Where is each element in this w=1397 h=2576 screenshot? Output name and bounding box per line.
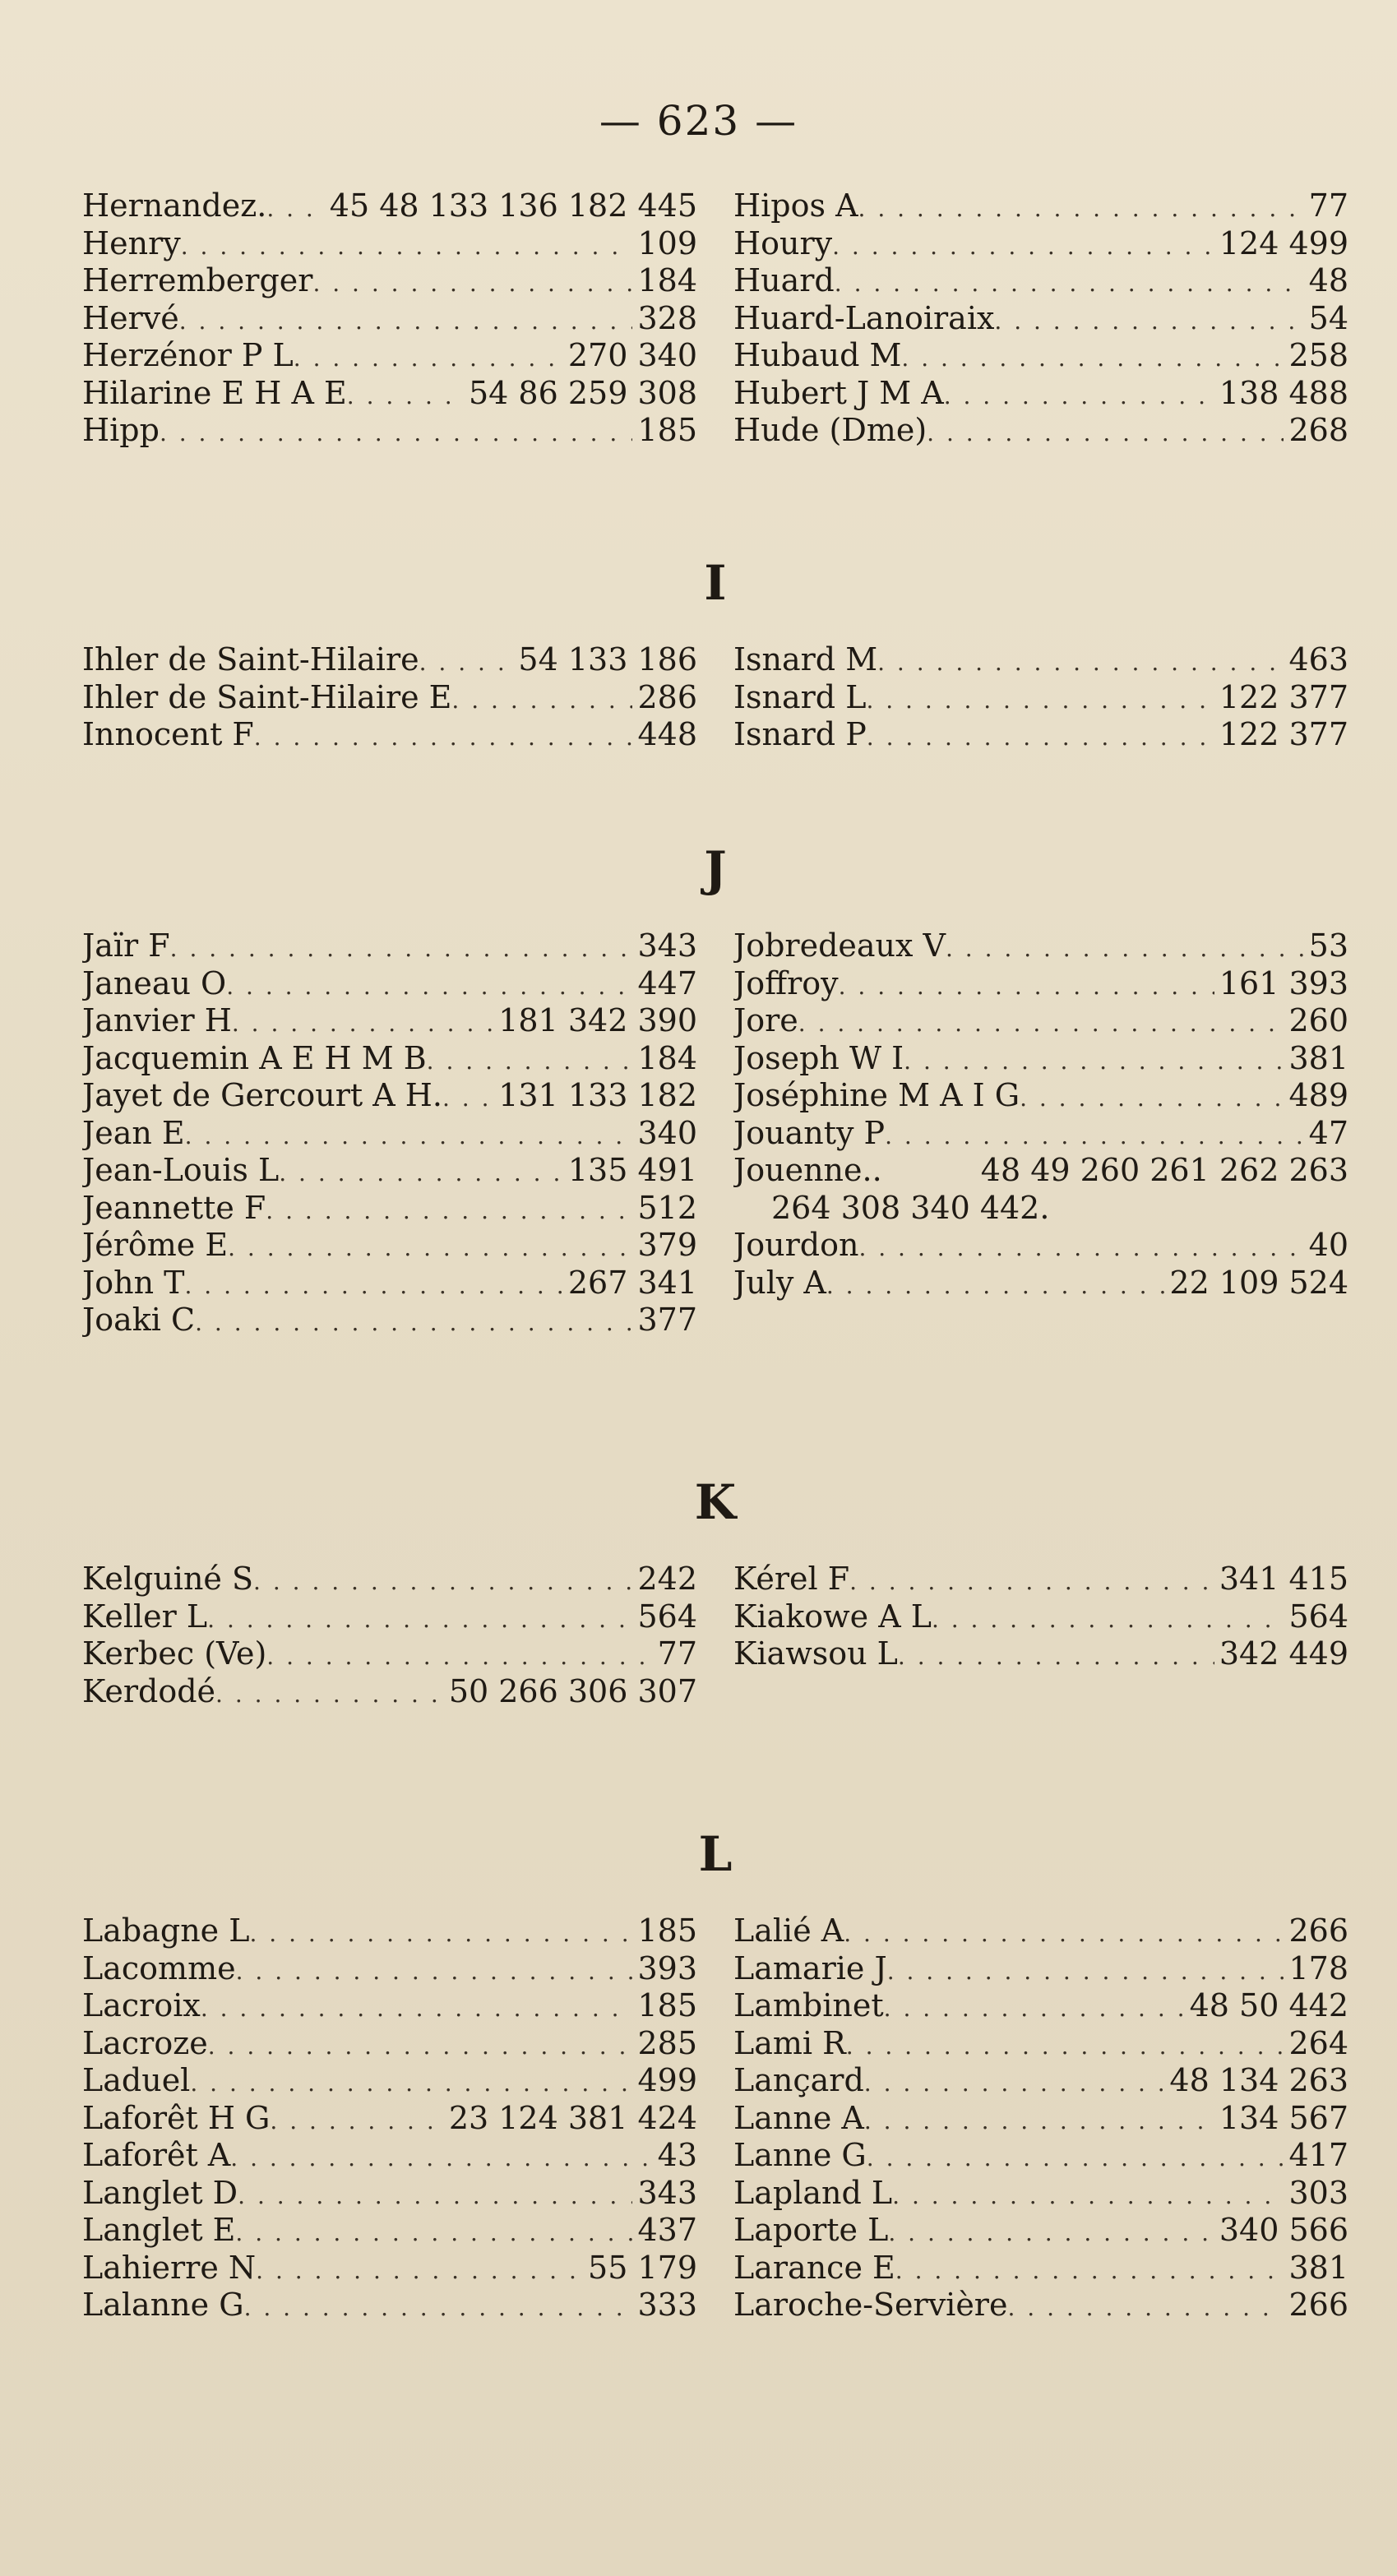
index-entry: [82, 2250, 697, 2287]
page-number: — 623 —: [599, 97, 798, 145]
leader-dots: [798, 1005, 1284, 1040]
entry-name: Lalanne G: [82, 2287, 244, 2323]
leader-dots: [901, 340, 1284, 375]
entry-name: Joffroy: [733, 964, 839, 1001]
entry-pages: 23 124 381 424: [448, 2099, 697, 2136]
entry-name: Langlet D: [82, 2174, 238, 2211]
index-entry: [82, 1040, 697, 1078]
entry-pages: 109: [637, 224, 697, 261]
entry-name: Jore: [733, 1002, 798, 1038]
index-entry: [733, 1265, 1348, 1302]
entry-pages: 377: [637, 1302, 697, 1338]
index-entry: [82, 716, 697, 754]
entry-pages: 185: [637, 412, 697, 448]
index-entry: [82, 187, 697, 225]
entry-name: Laroche-Servière: [733, 2287, 1008, 2323]
index-entry: [82, 1635, 697, 1673]
entry-pages: 54: [1308, 299, 1348, 336]
index-entry: [733, 1152, 1348, 1190]
entry-pages: 43: [657, 2137, 697, 2173]
entry-name: Lacroze: [82, 2024, 208, 2061]
index-entry: [733, 1987, 1348, 2025]
left-column: [82, 1561, 697, 1710]
leader-dots: [946, 930, 1304, 965]
leader-dots: [867, 2139, 1284, 2175]
index-entry: [733, 225, 1348, 263]
entry-pages: 258: [1288, 337, 1348, 373]
leader-dots: [844, 1915, 1284, 1950]
leader-dots: [249, 1915, 632, 1950]
index-entry: [733, 2250, 1348, 2287]
entry-name: Hubert J M A: [733, 374, 944, 411]
entry-name: Langlet E: [82, 2212, 236, 2248]
index-entry: [82, 262, 697, 300]
entry-name: Laforêt A: [82, 2137, 231, 2173]
entry-name: Kelguiné S: [82, 1561, 254, 1597]
entry-pages: 393: [637, 1949, 697, 1986]
entry-name: Kerdodé: [82, 1672, 216, 1709]
leader-dots: [253, 1563, 632, 1598]
entry-pages: 417: [1288, 2137, 1348, 2173]
entry-name: Jean-Louis L: [82, 1152, 280, 1188]
leader-dots: [207, 1601, 632, 1636]
index-entry: [82, 2100, 697, 2138]
index-entry: [82, 1302, 697, 1339]
entry-pages: 266: [1288, 1912, 1348, 1949]
leader-dots: [181, 228, 633, 263]
entry-pages: 53: [1308, 927, 1348, 964]
leader-dots: [895, 2252, 1284, 2287]
leader-dots: [235, 2214, 632, 2250]
leader-dots: [1020, 1080, 1284, 1115]
entry-pages: 48: [1308, 262, 1348, 298]
index-entry: [733, 2062, 1348, 2100]
leader-dots: [230, 2139, 652, 2175]
section-letter: J: [704, 841, 727, 897]
index-entry: [733, 1077, 1348, 1115]
entry-pages: 267 341: [567, 1264, 697, 1301]
entry-pages: 342 449: [1219, 1635, 1348, 1672]
entry-name: Lanne G: [733, 2137, 867, 2173]
index-entry: [733, 375, 1348, 413]
leader-dots: [839, 968, 1214, 1003]
entry-name: Jérôme E: [82, 1227, 229, 1263]
leader-dots: [892, 2177, 1284, 2213]
leader-dots: [867, 719, 1214, 754]
entry-name: Laforêt H G: [82, 2099, 271, 2136]
entry-name: Jaïr F: [82, 927, 170, 964]
section-j: [82, 839, 1348, 1339]
entry-name: 264 308 340 442.: [771, 1189, 1050, 1226]
entry-pages: 138 488: [1219, 374, 1348, 411]
section-letter: L: [698, 1826, 733, 1882]
leader-dots: [885, 1117, 1304, 1153]
entry-name: Lami R: [733, 2024, 846, 2061]
index-entry: [82, 1152, 697, 1190]
left-column: [82, 641, 697, 754]
index-entry: [82, 1115, 697, 1153]
entry-pages: 181 342 390: [498, 1002, 697, 1038]
leader-dots: [835, 265, 1304, 300]
leader-dots: [215, 1676, 444, 1711]
leader-dots: [826, 1267, 1165, 1302]
leader-dots: [1007, 2289, 1284, 2324]
entry-pages: 437: [637, 2212, 697, 2248]
leader-dots: [832, 228, 1214, 263]
leader-dots: [270, 2102, 443, 2138]
index-entry: [82, 1190, 697, 1228]
entry-name: Herremberger: [82, 262, 313, 298]
entry-pages: 343: [637, 2174, 697, 2211]
entry-name: Kérel F: [733, 1561, 850, 1597]
entry-pages: 343: [637, 927, 697, 964]
entry-pages: 463: [1288, 641, 1348, 678]
entry-pages: 340: [637, 1114, 697, 1151]
index-entry: [733, 2137, 1348, 2175]
entry-pages: 499: [637, 2062, 697, 2098]
entry-pages: 45 48 133 136 182 445: [329, 187, 697, 224]
entry-name: Joseph W I: [733, 1039, 904, 1076]
entry-pages: 285: [637, 2024, 697, 2061]
index-entry: [82, 679, 697, 717]
leader-dots: [858, 1229, 1303, 1265]
index-entry: [733, 262, 1348, 300]
leader-dots: [884, 1990, 1185, 2025]
entry-pages: 22 109 524: [1169, 1264, 1348, 1301]
index-entry: [82, 641, 697, 679]
entry-name: John T: [82, 1264, 185, 1301]
index-entry: [733, 2100, 1348, 2138]
entry-pages: 54 86 259 308: [468, 374, 697, 411]
index-entry: [733, 927, 1348, 965]
entry-name: Isnard L: [733, 678, 867, 715]
right-column: [733, 927, 1348, 1339]
index-entry: [82, 2212, 697, 2250]
entry-name: Larance E: [733, 2249, 895, 2286]
entry-name: Jayet de Gercourt A H.: [82, 1077, 442, 1113]
entry-name: Laduel: [82, 2062, 191, 2098]
entry-name: Jacquemin A E H M B: [82, 1039, 427, 1076]
index-entry: [82, 2062, 697, 2100]
index-entry: [733, 2212, 1348, 2250]
entry-name: Jeannette F: [82, 1189, 266, 1226]
left-column: [82, 1912, 697, 2324]
entry-name: Hervé: [82, 299, 179, 336]
entry-name: Janvier H: [82, 1002, 232, 1038]
index-entry: [82, 2175, 697, 2213]
entry-name: Janeau O: [82, 964, 227, 1001]
leader-dots: [451, 682, 632, 717]
leader-dots: [427, 1043, 633, 1078]
index-entry: [82, 1987, 697, 2025]
entry-pages: 268: [1288, 412, 1348, 448]
entry-name: Keller L: [82, 1598, 208, 1635]
entry-name: Ihler de Saint-Hilaire E: [82, 678, 452, 715]
leader-dots: [228, 1229, 632, 1265]
entry-pages: 50 266 306 307: [448, 1672, 697, 1709]
left-column: [82, 927, 697, 1339]
index-entry: [82, 1598, 697, 1636]
entry-name: Hipos A: [733, 187, 858, 224]
entry-name: Joséphine M A I G: [733, 1077, 1020, 1113]
leader-dots: [932, 1601, 1284, 1636]
entry-pages: 489: [1288, 1077, 1348, 1113]
index-entry: [733, 300, 1348, 338]
index-entry: [733, 2025, 1348, 2063]
leader-dots: [887, 1953, 1284, 1988]
entry-name: Labagne L: [82, 1912, 250, 1949]
index-entry: [733, 641, 1348, 679]
entry-pages: 328: [637, 299, 697, 336]
entry-pages: 54 133 186: [518, 641, 697, 678]
index-entry: [82, 2025, 697, 2063]
entry-name: Jean E: [82, 1114, 185, 1151]
entry-pages: 184: [637, 262, 697, 298]
entry-pages: 379: [637, 1227, 697, 1263]
entry-pages: 340 566: [1219, 2212, 1348, 2248]
entry-pages: 512: [637, 1189, 697, 1226]
left-column: [82, 187, 697, 450]
leader-dots: [904, 1043, 1284, 1078]
leader-dots: [347, 377, 464, 413]
leader-dots: [294, 340, 563, 375]
entry-name: Houry: [733, 224, 833, 261]
section-k: [82, 1472, 1348, 1710]
entry-pages: 333: [637, 2287, 697, 2323]
entry-pages: 286: [637, 678, 697, 715]
entry-name: Lacroix: [82, 1987, 201, 2023]
index-entry: [733, 1598, 1348, 1636]
index-entry: [82, 1265, 697, 1302]
index-entry: [733, 187, 1348, 225]
entry-name: Kerbec (Ve): [82, 1635, 267, 1672]
right-column: [733, 1561, 1348, 1710]
section-letter: I: [704, 555, 727, 611]
entry-pages: 564: [1288, 1598, 1348, 1635]
entry-name: Lançard: [733, 2062, 864, 2098]
index-entry: [82, 2287, 697, 2324]
index-entry: [82, 412, 697, 450]
entry-name: Hude (Dme): [733, 412, 927, 448]
index-entry: [82, 965, 697, 1003]
leader-dots: [232, 1005, 493, 1040]
entry-name: Lambinet: [733, 1987, 884, 2023]
entry-pages: 264: [1288, 2024, 1348, 2061]
entry-pages: 134 567: [1219, 2099, 1348, 2136]
leader-dots: [185, 1117, 633, 1153]
leader-dots: [238, 2177, 632, 2213]
entry-pages: 381: [1288, 2249, 1348, 2286]
entry-name: Innocent F: [82, 716, 254, 752]
leader-dots: [442, 1080, 493, 1115]
leader-dots: [888, 2214, 1214, 2250]
leader-dots: [266, 1638, 652, 1673]
index-entry: [733, 337, 1348, 375]
leader-dots: [927, 414, 1284, 450]
entry-name: Ihler de Saint-Hilaire: [82, 641, 419, 678]
leader-dots: [858, 190, 1304, 225]
entry-name: Hernandez.: [82, 187, 267, 224]
leader-dots: [877, 644, 1284, 679]
entry-pages: 135 491: [567, 1152, 697, 1188]
entry-name: Herzénor P L: [82, 337, 294, 373]
index-entry: [733, 2175, 1348, 2213]
index-entry: [82, 1912, 697, 1950]
index-entry: [82, 1673, 697, 1711]
leader-dots: [201, 1990, 633, 2025]
entry-name: Hilarine E H A E: [82, 374, 347, 411]
section-letter: K: [694, 1474, 737, 1530]
entry-pages: 48 134 263: [1169, 2062, 1348, 2098]
index-entry: [733, 1561, 1348, 1598]
index-entry: [733, 965, 1348, 1003]
entry-pages: 124 499: [1219, 224, 1348, 261]
index-entry: [733, 1950, 1348, 1988]
right-column: [733, 1912, 1348, 2324]
entry-pages: 270 340: [567, 337, 697, 373]
entry-pages: 448: [637, 716, 697, 752]
index-entry: [733, 1635, 1348, 1673]
leader-dots: [266, 190, 324, 225]
index-entry: [82, 1950, 697, 1988]
leader-dots: [864, 2065, 1165, 2100]
index-entry: [733, 412, 1348, 450]
entry-name: Jouenne..: [733, 1152, 882, 1188]
leader-dots: [244, 2289, 633, 2324]
entry-name: Jobredeaux V: [733, 927, 946, 964]
leader-dots: [195, 1304, 632, 1339]
entry-pages: 178: [1288, 1949, 1348, 1986]
index-entry: [82, 1077, 697, 1115]
section-i: [82, 553, 1348, 754]
leader-dots: [312, 265, 632, 300]
leader-dots: [226, 968, 632, 1003]
entry-name: Hubaud M: [733, 337, 902, 373]
leader-dots: [256, 2252, 583, 2287]
entry-pages: 122 377: [1219, 678, 1348, 715]
index-entry: [82, 927, 697, 965]
index-entry: [82, 1002, 697, 1040]
entry-name: Lahierre N: [82, 2249, 257, 2286]
entry-name: Huard-Lanoiraix: [733, 299, 995, 336]
right-column: [733, 641, 1348, 754]
entry-pages: 184: [637, 1039, 697, 1076]
leader-dots: [184, 1267, 562, 1302]
leader-dots: [898, 1638, 1214, 1673]
entry-pages: 447: [637, 964, 697, 1001]
entry-name: July A: [733, 1264, 826, 1301]
entry-name: Lacomme: [82, 1949, 236, 1986]
index-entry: [733, 1912, 1348, 1950]
entry-name: Kiawsou L: [733, 1635, 898, 1672]
entry-name: Jourdon: [733, 1227, 859, 1263]
entry-name: Lalié A: [733, 1912, 844, 1949]
index-entry: [82, 2137, 697, 2175]
index-entry: [733, 679, 1348, 717]
leader-dots: [160, 414, 633, 450]
leader-dots: [944, 377, 1214, 413]
entry-name: Huard: [733, 262, 835, 298]
right-column: [733, 187, 1348, 450]
leader-dots: [190, 2065, 632, 2100]
index-entry: [733, 1227, 1348, 1265]
leader-dots: [266, 1192, 632, 1228]
leader-dots: [849, 1563, 1214, 1598]
index-entry: [82, 225, 697, 263]
entry-name: Kiakowe A L: [733, 1598, 932, 1635]
entry-name: Lamarie J: [733, 1949, 887, 1986]
section-l: [82, 1824, 1348, 2324]
entry-pages: 122 377: [1219, 716, 1348, 752]
entry-name: Lapland L: [733, 2174, 893, 2211]
index-entry: [82, 375, 697, 413]
leader-dots: [208, 2028, 633, 2063]
leader-dots: [179, 303, 633, 338]
entry-pages: 77: [1308, 187, 1348, 224]
entry-name: Isnard P: [733, 716, 867, 752]
index-entry: [733, 1002, 1348, 1040]
entry-pages: 564: [637, 1598, 697, 1635]
entry-pages: 48 49 260 261 262 263: [980, 1152, 1348, 1188]
entry-pages: 131 133 182: [498, 1077, 697, 1113]
entry-pages: 260: [1288, 1002, 1348, 1038]
leader-dots: [279, 1154, 563, 1190]
entry-name: Jouanty P: [733, 1114, 886, 1151]
entry-pages: 47: [1308, 1114, 1348, 1151]
entry-name: Henry: [82, 224, 181, 261]
entry-pages: 161 393: [1219, 964, 1348, 1001]
index-entry: [733, 2287, 1348, 2324]
index-entry: [82, 337, 697, 375]
entry-name: Isnard M: [733, 641, 878, 678]
entry-pages: 40: [1308, 1227, 1348, 1263]
index-entry: [733, 716, 1348, 754]
index-entry: [82, 300, 697, 338]
entry-pages: 341 415: [1219, 1561, 1348, 1597]
entry-pages: 185: [637, 1987, 697, 2023]
entry-pages: 242: [637, 1561, 697, 1597]
entry-name: Joaki C: [82, 1302, 196, 1338]
entry-pages: 48 50 442: [1189, 1987, 1348, 2023]
leader-dots: [236, 1953, 633, 1988]
index-entry: [733, 1190, 1348, 1228]
leader-dots: [994, 303, 1303, 338]
index-entry: [82, 1561, 697, 1598]
index-entry: [733, 1115, 1348, 1153]
entry-name: Lanne A: [733, 2099, 864, 2136]
leader-dots: [866, 682, 1214, 717]
entry-pages: 266: [1288, 2287, 1348, 2323]
index-entry: [82, 1227, 697, 1265]
section-h: [82, 187, 1348, 450]
leader-dots: [419, 644, 514, 679]
leader-dots: [864, 2102, 1214, 2138]
entry-pages: 77: [657, 1635, 697, 1672]
leader-dots: [254, 719, 633, 754]
entry-name: Laporte L: [733, 2212, 889, 2248]
entry-name: Hipp: [82, 412, 160, 448]
leader-dots: [846, 2028, 1284, 2063]
leader-dots: [170, 930, 633, 965]
index-entry: [733, 1040, 1348, 1078]
entry-pages: 381: [1288, 1039, 1348, 1076]
entry-pages: 55 179: [588, 2249, 697, 2286]
entry-pages: 185: [637, 1912, 697, 1949]
entry-pages: 303: [1288, 2174, 1348, 2211]
